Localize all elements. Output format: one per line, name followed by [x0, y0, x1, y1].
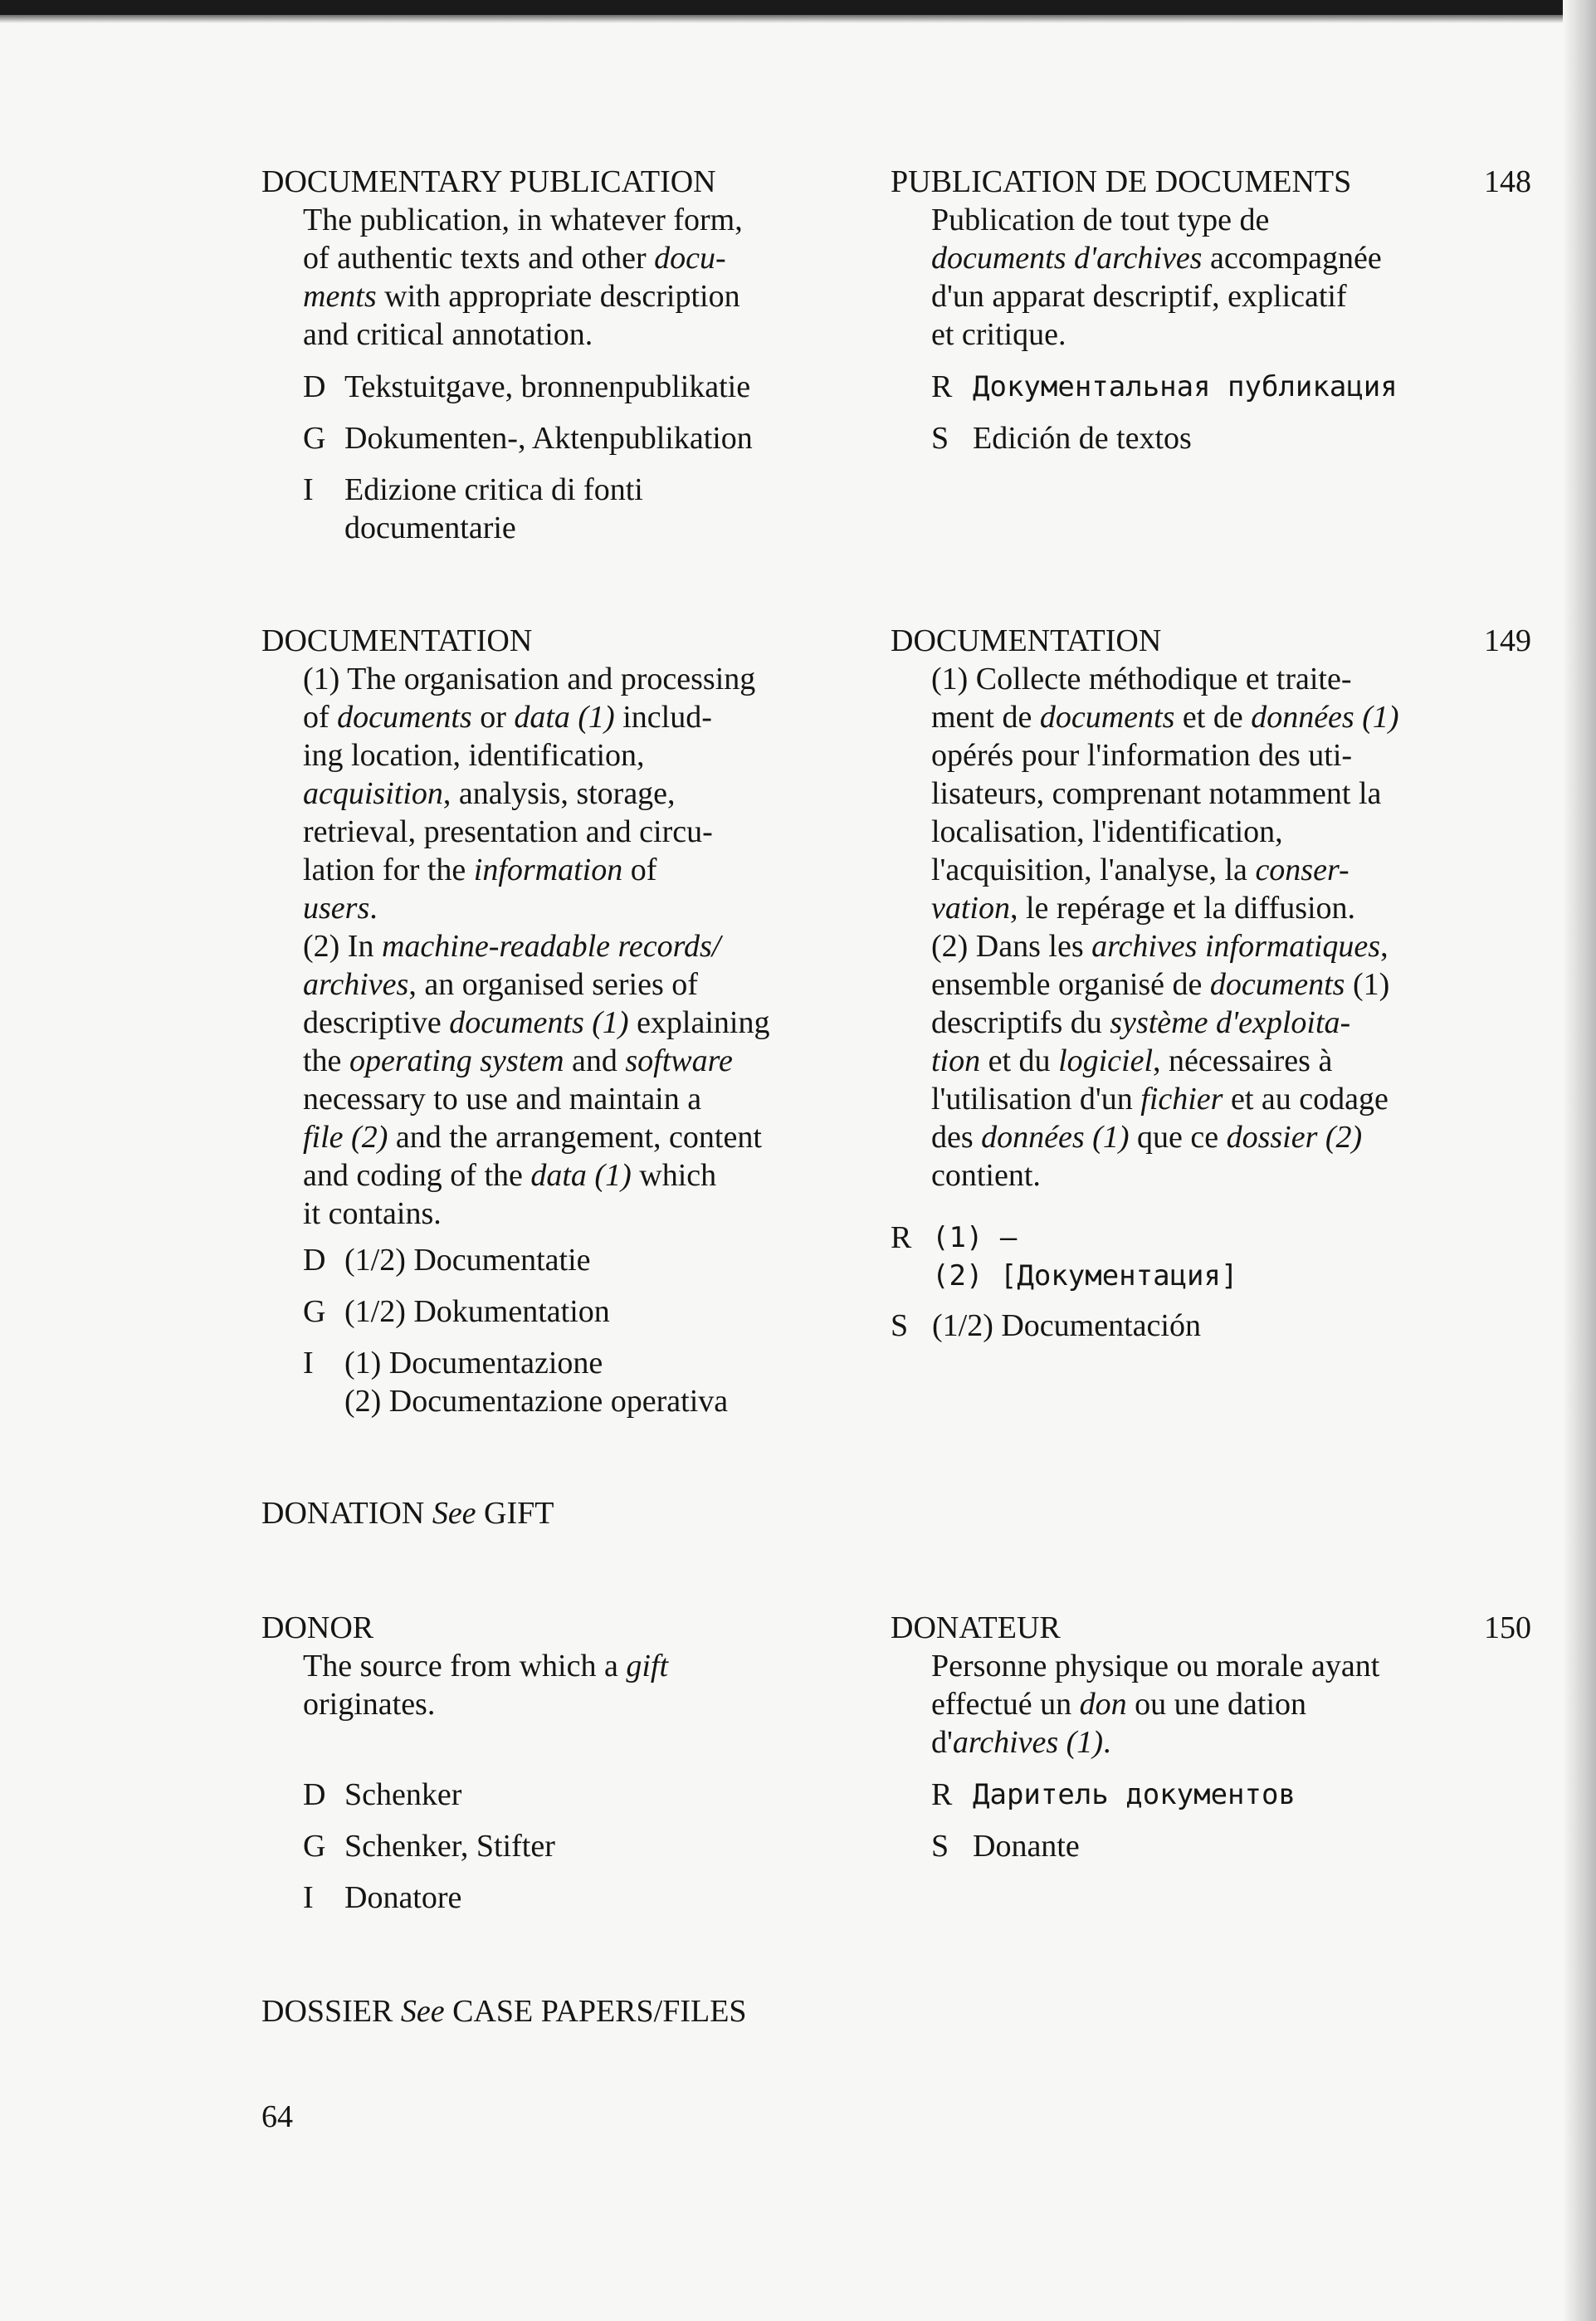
language-code: D	[303, 369, 326, 404]
language-code: I	[303, 472, 314, 507]
entry-149-fr-definition	[931, 660, 1399, 1195]
equivalent-line: (2) [Документация]	[932, 1259, 1238, 1292]
equivalent-term	[932, 1307, 1201, 1345]
equivalent-S	[891, 1307, 1237, 1345]
equivalent-G	[303, 1292, 728, 1331]
definition-line: descriptifs du système d'exploita-	[931, 1005, 1351, 1040]
equivalent-term	[344, 1344, 728, 1420]
equivalent-D	[303, 1241, 728, 1279]
definition-line: d'archives (1).	[931, 1725, 1111, 1760]
entry-150-number: 150	[1484, 1610, 1531, 1645]
language-code: D	[303, 1777, 326, 1812]
entry-148-en-definition	[303, 201, 743, 354]
equivalent-term	[344, 1241, 591, 1279]
entry-149-fr-equivalents	[891, 1219, 1237, 1345]
language-code: I	[303, 1880, 314, 1915]
definition-line: Publication de tout type de	[931, 203, 1270, 237]
equivalent-line: Schenker, Stifter	[344, 1829, 555, 1864]
entry-149-en-definition	[303, 660, 769, 1233]
definition-line: (2) In machine-readable records/	[303, 929, 721, 964]
definition-line: and coding of the data (1) which	[303, 1158, 717, 1193]
equivalent-line: (1/2) Documentatie	[344, 1243, 591, 1278]
entry-148-fr-definition	[931, 201, 1382, 354]
definition-line: ment de documents et de données (1)	[931, 700, 1399, 735]
definition-line: l'acquisition, l'analyse, la conser-	[931, 853, 1350, 887]
definition-line: vation, le repérage et la diffusion.	[931, 891, 1356, 926]
equivalent-line: Schenker	[344, 1777, 462, 1812]
definition-line: opérés pour l'information des uti-	[931, 738, 1353, 773]
definition-line: retrieval, presentation and circu-	[303, 814, 713, 849]
definition-line: lation for the information of	[303, 853, 657, 887]
definition-line: (1) The organisation and processing	[303, 662, 756, 696]
equivalent-S	[931, 1827, 1296, 1865]
page-number: 64	[261, 2099, 293, 2134]
equivalent-line: (1/2) Dokumentation	[344, 1294, 610, 1329]
equivalent-D	[303, 1776, 555, 1814]
definition-line: ments with appropriate description	[303, 279, 740, 314]
entry-150-fr-equivalents	[931, 1776, 1296, 1865]
definition-line: documents d'archives accompagnée	[931, 241, 1382, 276]
entry-150-en-definition	[303, 1647, 668, 1723]
definition-line: the operating system and software	[303, 1043, 733, 1078]
cross-ref-see: See	[400, 1994, 445, 2029]
cross-ref-see: See	[432, 1496, 476, 1531]
equivalent-line: Даритель документов	[973, 1778, 1296, 1811]
definition-line: The publication, in whatever form,	[303, 203, 743, 237]
equivalent-line: Donatore	[344, 1880, 462, 1915]
equivalent-term	[344, 1879, 461, 1917]
definition-line: et critique.	[931, 317, 1066, 352]
equivalent-line: (1/2) Documentación	[932, 1308, 1201, 1343]
equivalent-line: Donante	[973, 1829, 1080, 1864]
equivalent-S	[931, 419, 1398, 457]
equivalent-G	[303, 1827, 555, 1865]
definition-line: ing location, identification,	[303, 738, 645, 773]
entry-149-en-equivalents	[303, 1241, 728, 1420]
scan-right-edge	[1563, 0, 1596, 2321]
language-code: G	[303, 421, 326, 456]
equivalent-I	[303, 1879, 555, 1917]
language-code: S	[931, 1829, 949, 1864]
equivalent-line: Документальная публикация	[973, 370, 1398, 403]
equivalent-line: Edizione critica di fonti	[344, 472, 643, 507]
language-code: S	[891, 1308, 909, 1343]
entry-149-fr-heading: DOCUMENTATION	[891, 623, 1162, 658]
equivalent-line: (1) Documentazione	[344, 1346, 603, 1380]
definition-line: originates.	[303, 1687, 436, 1722]
scan-top-shadow	[0, 15, 1596, 23]
equivalent-G	[303, 419, 753, 457]
equivalent-line: (1) —	[932, 1221, 1018, 1254]
equivalent-D	[303, 368, 753, 406]
equivalent-line: Dokumenten-, Aktenpublikation	[344, 421, 753, 456]
language-code: R	[891, 1220, 912, 1255]
entry-149-number: 149	[1484, 623, 1531, 658]
definition-line: d'un apparat descriptif, explicatif	[931, 279, 1347, 314]
equivalent-line: Edición de textos	[973, 421, 1192, 456]
language-code: G	[303, 1294, 326, 1329]
equivalent-term	[344, 368, 750, 406]
language-code: R	[931, 369, 953, 404]
definition-line: des données (1) que ce dossier (2)	[931, 1120, 1363, 1155]
definition-line: ensemble organisé de documents (1)	[931, 967, 1390, 1002]
language-code: D	[303, 1243, 326, 1278]
equivalent-term	[344, 419, 753, 457]
equivalent-term	[344, 1292, 610, 1331]
definition-line: archives, an organised series of	[303, 967, 698, 1002]
entry-148-en-heading: DOCUMENTARY PUBLICATION	[261, 164, 716, 199]
definition-line: l'utilisation d'un fichier et au codage	[931, 1082, 1389, 1117]
equivalent-term	[973, 1827, 1080, 1865]
scan-top-border	[0, 0, 1596, 15]
definition-line: users.	[303, 891, 378, 926]
language-code: S	[931, 421, 949, 456]
equivalent-R	[931, 368, 1398, 406]
cross-ref-term: DONATION	[261, 1496, 425, 1531]
equivalent-term	[973, 1776, 1296, 1814]
equivalent-term	[344, 1827, 555, 1865]
equivalent-R	[891, 1219, 1237, 1295]
equivalent-I	[303, 1344, 728, 1420]
definition-line: The source from which a gift	[303, 1649, 669, 1683]
equivalent-line: (2) Documentazione operativa	[344, 1384, 729, 1419]
entry-148-en-equivalents	[303, 368, 753, 547]
equivalent-term	[973, 368, 1398, 406]
language-code: I	[303, 1346, 314, 1380]
entry-150-fr-definition	[931, 1647, 1379, 1762]
definition-line: localisation, l'identification,	[931, 814, 1283, 849]
equivalent-line: documentarie	[344, 511, 516, 545]
definition-line: Personne physique ou morale ayant	[931, 1649, 1380, 1683]
definition-line: file (2) and the arrangement, content	[303, 1120, 762, 1155]
definition-line: (2) Dans les archives informatiques,	[931, 929, 1389, 964]
cross-ref-target: CASE PAPERS/FILES	[452, 1994, 747, 2029]
definition-line: effectué un don ou une dation	[931, 1687, 1307, 1722]
entry-148-fr-equivalents	[931, 368, 1398, 457]
equivalent-R	[931, 1776, 1296, 1814]
definition-line: tion et du logiciel, nécessaires à	[931, 1043, 1333, 1078]
cross-ref-donation	[261, 1494, 554, 1532]
entry-148-fr-heading: PUBLICATION DE DOCUMENTS	[891, 164, 1352, 199]
equivalent-term	[973, 419, 1192, 457]
equivalent-term	[932, 1219, 1237, 1295]
entry-148-number: 148	[1484, 164, 1531, 199]
definition-line: acquisition, analysis, storage,	[303, 776, 676, 811]
cross-ref-term: DOSSIER	[261, 1994, 393, 2029]
equivalent-term	[344, 1776, 461, 1814]
language-code: R	[931, 1777, 953, 1812]
definition-line: lisateurs, comprenant notamment la	[931, 776, 1382, 811]
entry-149-en-heading: DOCUMENTATION	[261, 623, 533, 658]
language-code: G	[303, 1829, 326, 1864]
definition-line: it contains.	[303, 1196, 442, 1231]
equivalent-I	[303, 471, 753, 547]
equivalent-line: Tekstuitgave, bronnenpublikatie	[344, 369, 751, 404]
definition-line: (1) Collecte méthodique et traite-	[931, 662, 1352, 696]
definition-line: of authentic texts and other docu-	[303, 241, 726, 276]
cross-ref-dossier	[261, 1992, 747, 2030]
definition-line: contient.	[931, 1158, 1041, 1193]
entry-150-en-equivalents	[303, 1776, 555, 1917]
definition-line: and critical annotation.	[303, 317, 593, 352]
cross-ref-target: GIFT	[484, 1496, 554, 1531]
definition-line: of documents or data (1) includ-	[303, 700, 712, 735]
equivalent-term	[344, 471, 643, 547]
definition-line: necessary to use and maintain a	[303, 1082, 702, 1117]
entry-150-fr-heading: DONATEUR	[891, 1610, 1061, 1645]
definition-line: descriptive documents (1) explaining	[303, 1005, 770, 1040]
entry-150-en-heading: DONOR	[261, 1610, 374, 1645]
